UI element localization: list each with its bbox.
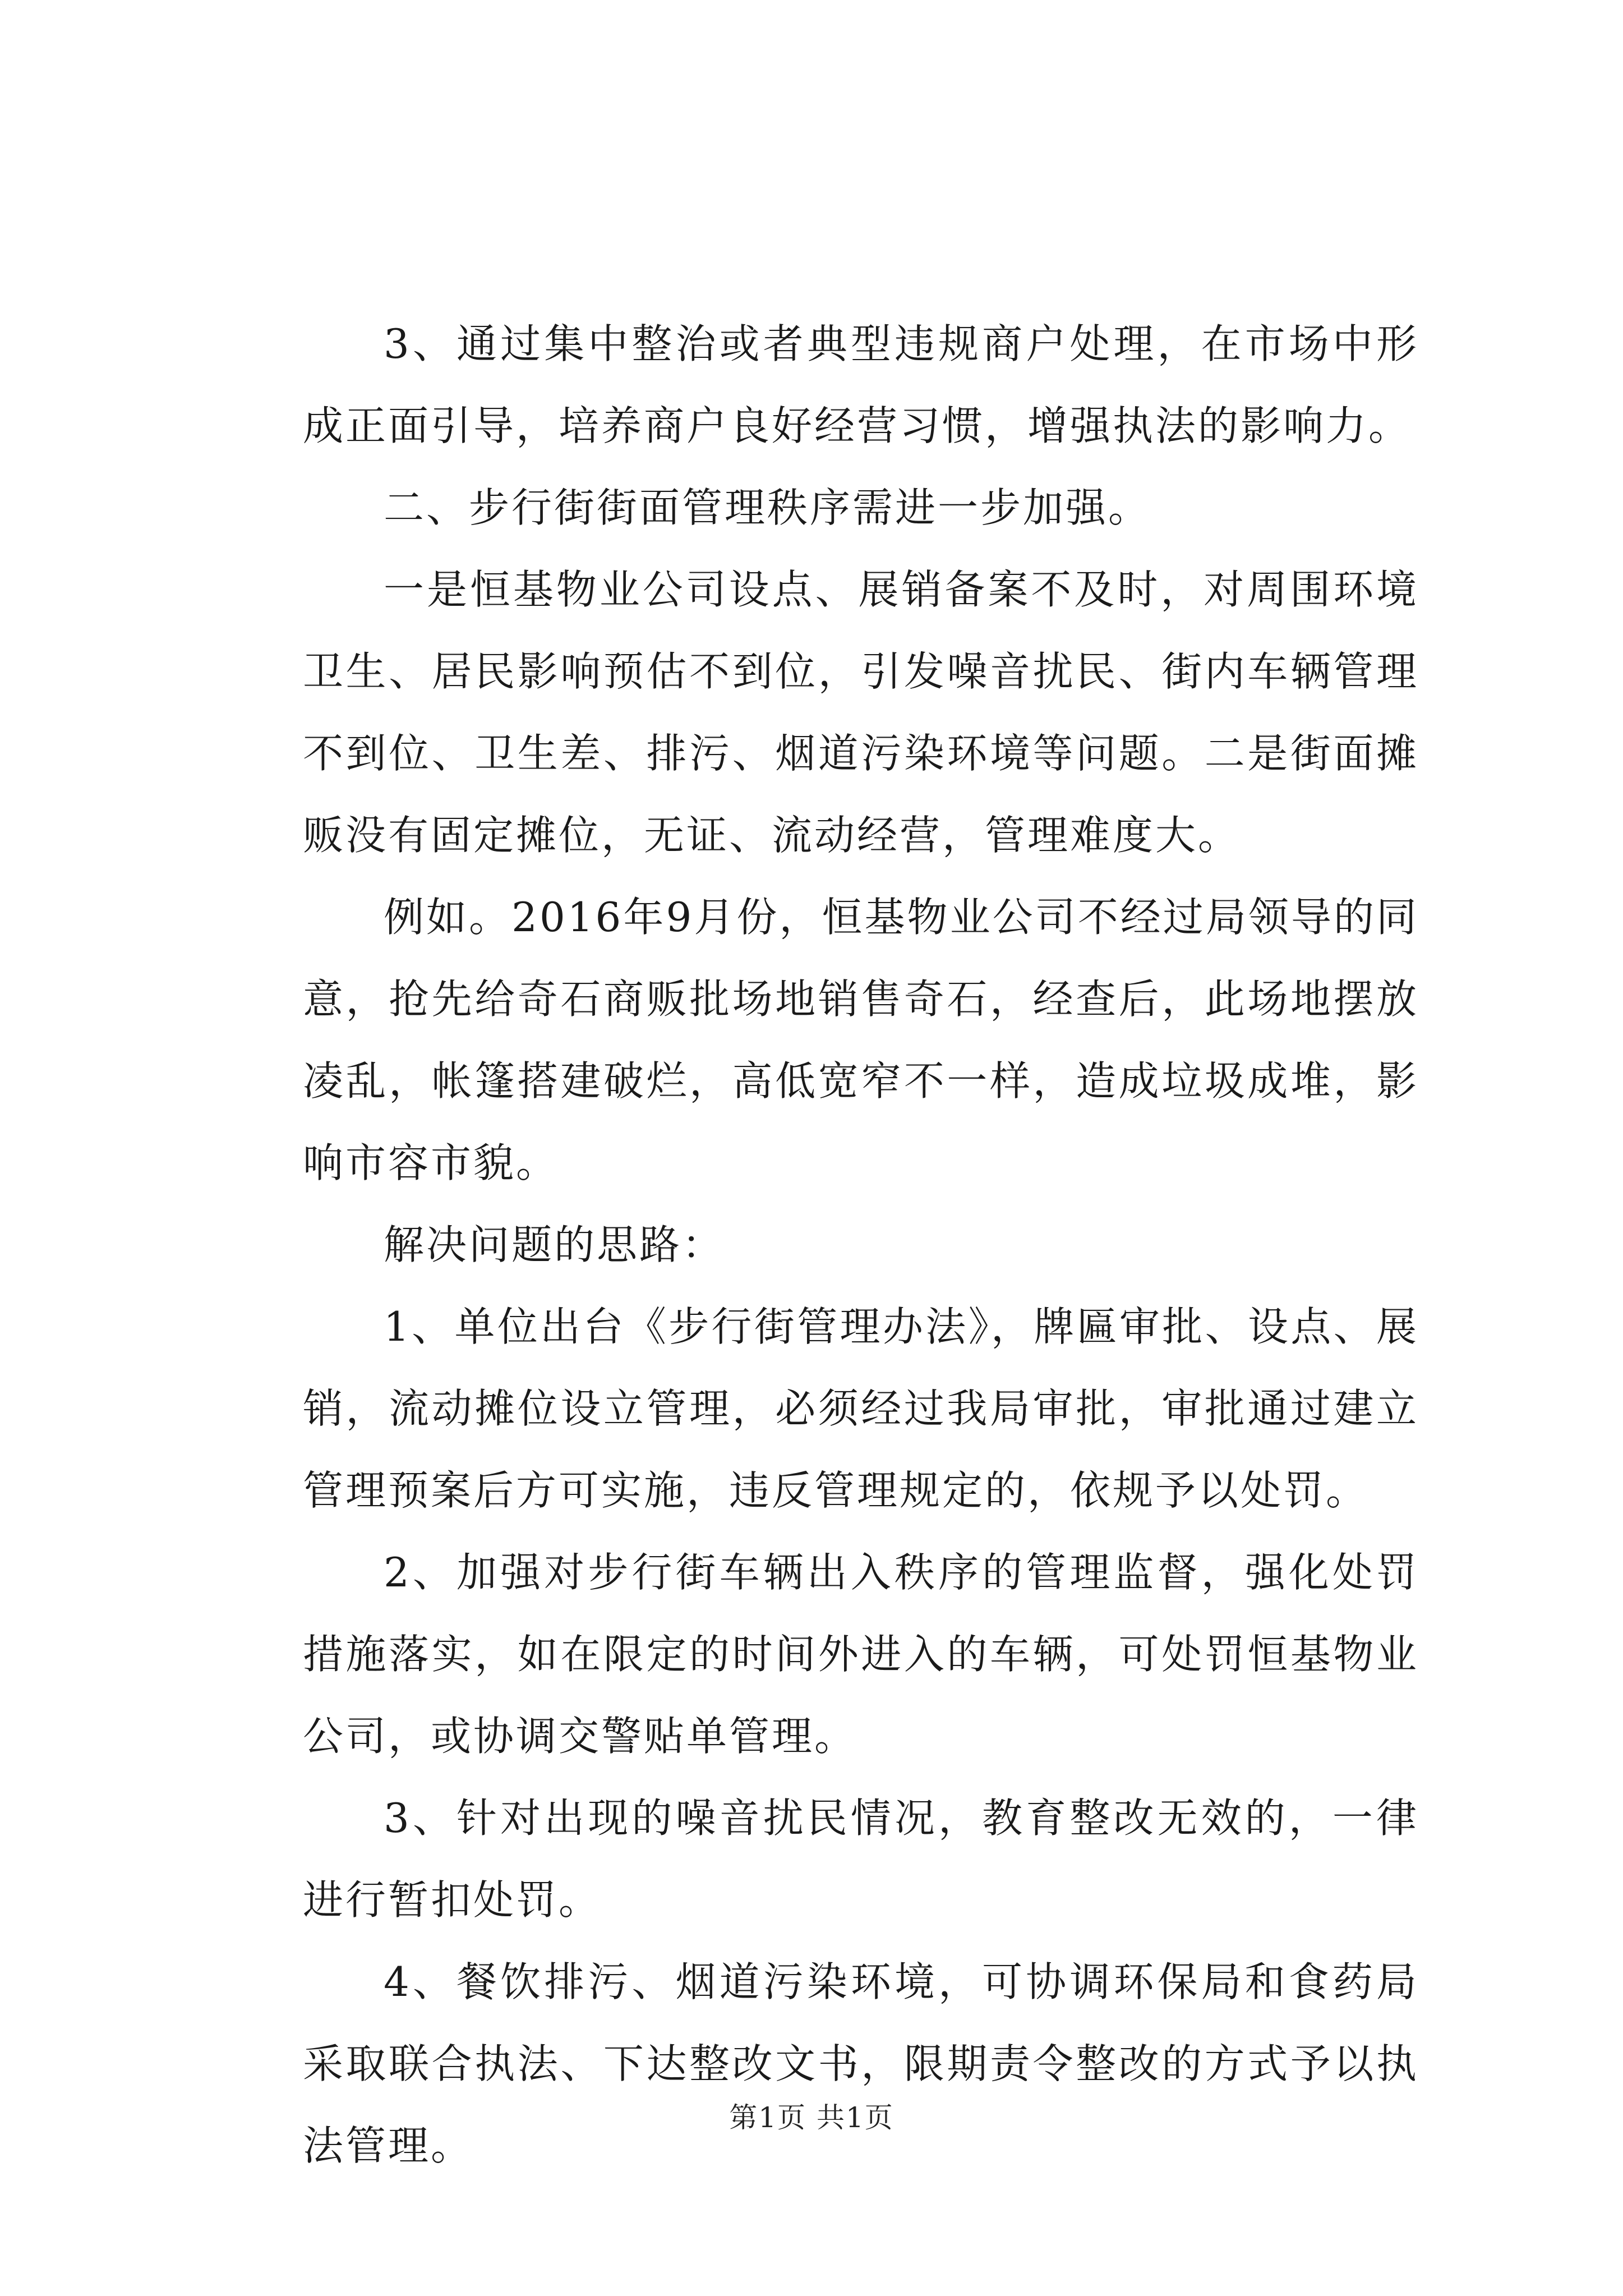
page-number-footer: 第1页 共1页 (729, 2101, 894, 2134)
paragraph: 4、餐饮排污、烟道污染环境，可协调环保局和食药局采取联合执法、下达整改文书，限期责令整改的方式予以执法管理。 (303, 1958, 1419, 2169)
paragraph: 3、通过集中整治或者典型违规商户处理，在市场中形成正面引导，培养商户良好经营习惯，增强执法的影响力。 (303, 320, 1419, 449)
document-body (303, 303, 1419, 2187)
paragraph: 1、单位出台《步行街管理办法》，牌匾审批、设点、展销，流动摊位设立管理，必须经过我局审批，审批通过建立管理预案后方可实施，违反管理规定的，依规予以处罚。 (303, 1303, 1419, 1514)
paragraph: 一是恒基物业公司设点、展销备案不及时，对周围环境卫生、居民影响预估不到位，引发噪音扰民、街内车辆管理不到位、卫生差、排污、烟道污染环境等问题。二是街面摊贩没有固定摊位，无证、流动经营，管理难度大。 (303, 566, 1419, 859)
section-heading: 二、步行街街面管理秩序需进一步加强。 (384, 484, 1151, 531)
paragraph: 解决问题的思路： (384, 1221, 725, 1268)
paragraph: 3、针对出现的噪音扰民情况，教育整改无效的，一律进行暂扣处罚。 (303, 1795, 1419, 1924)
paragraph: 2、加强对步行街车辆出入秩序的管理监督，强化处罚措施落实，如在限定的时间外进入的车辆，可处罚恒基物业公司，或协调交警贴单管理。 (303, 1549, 1419, 1760)
paragraph: 例如。2016年9月份，恒基物业公司不经过局领导的同意，抢先给奇石商贩批场地销售奇石，经查后，此场地摆放凌乱，帐篷搭建破烂，高低宽窄不一样，造成垃圾成堆，影响市容市貌。 (303, 894, 1419, 1186)
